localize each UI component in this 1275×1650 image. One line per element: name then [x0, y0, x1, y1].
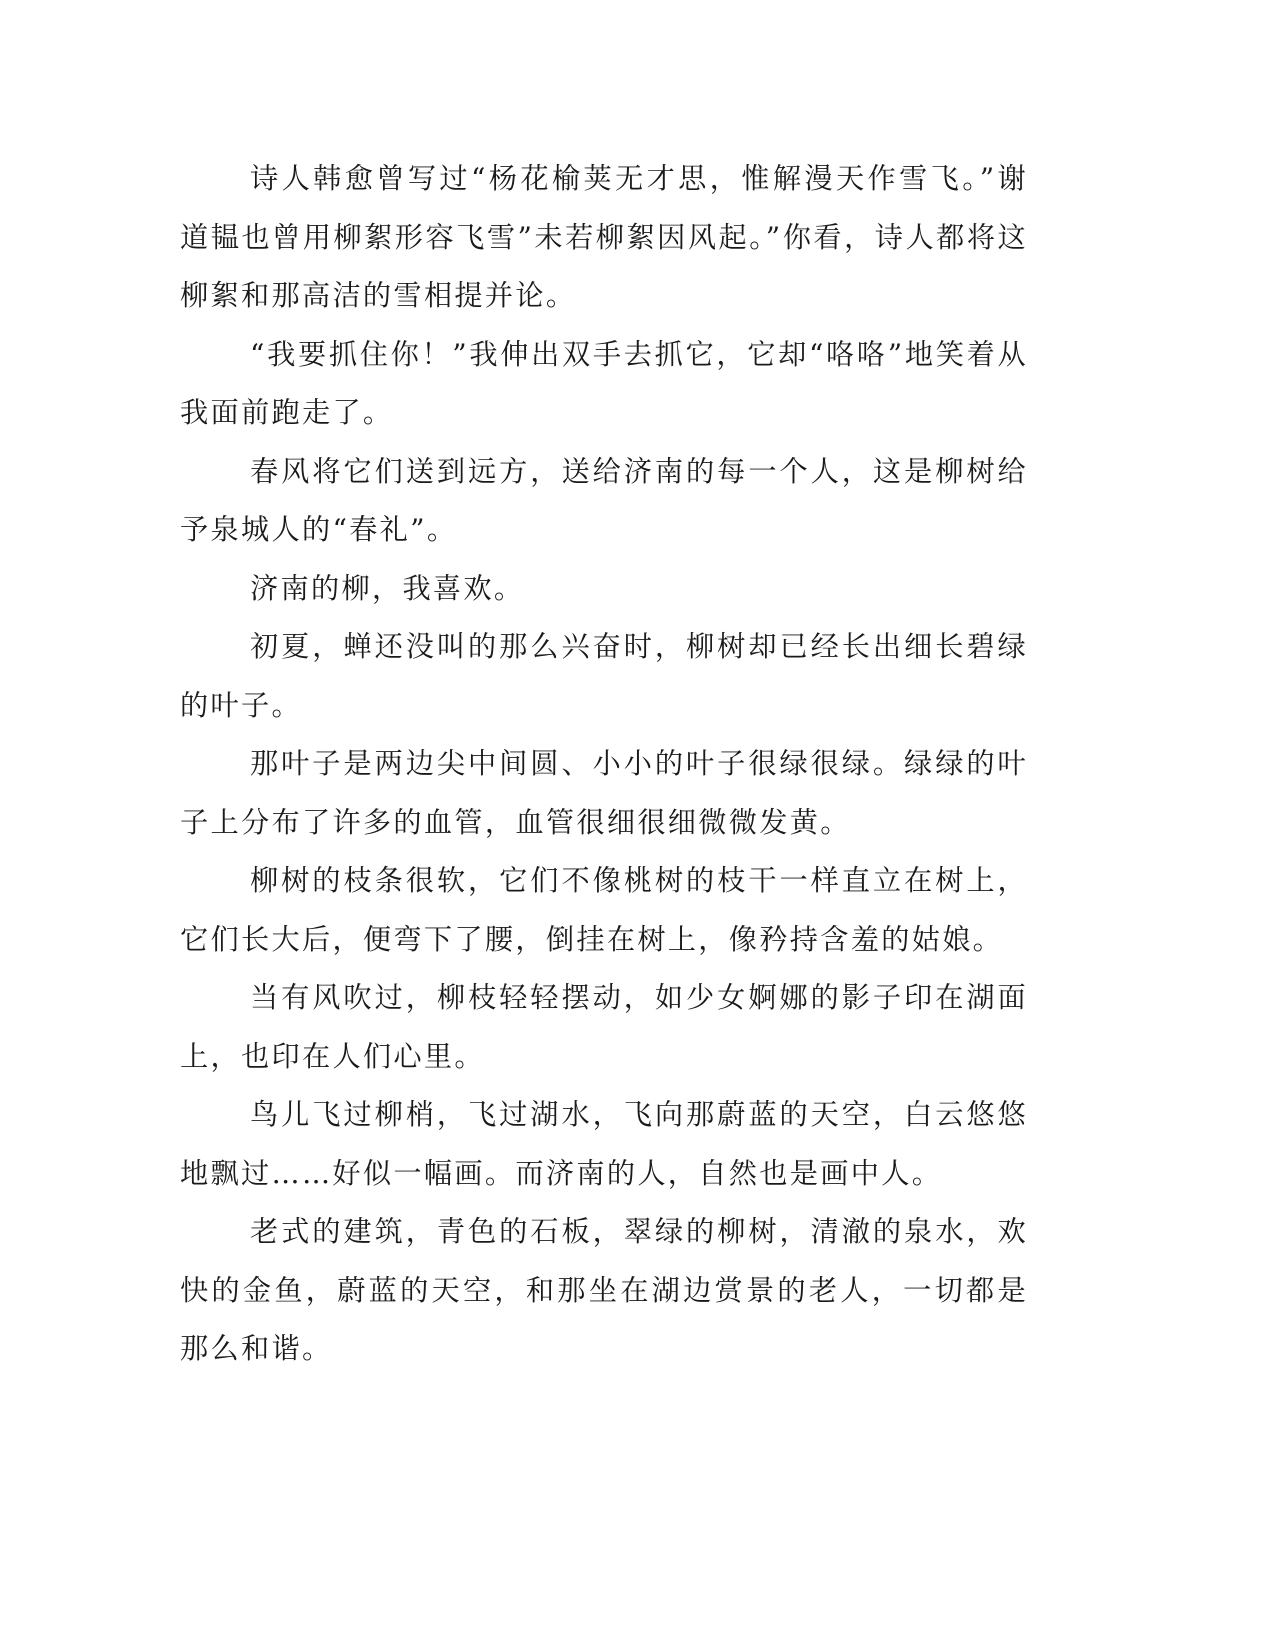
document-body [180, 150, 1028, 1379]
paragraph-1: 诗人韩愈曾写过“杨花榆荚无才思，惟解漫天作雪飞。”谢道韫也曾用柳絮形容飞雪”未若柳絮因风起。”你看，诗人都将这柳絮和那高洁的雪相提并论。 [180, 162, 1028, 312]
paragraph-8: 当有风吹过，柳枝轻轻摆动，如少女婀娜的影子印在湖面上，也印在人们心里。 [180, 981, 1028, 1073]
paragraph-4: 济南的柳，我喜欢。 [250, 571, 525, 605]
paragraph-3: 春风将它们送到远方，送给济南的每一个人，这是柳树给予泉城人的“春礼”。 [180, 454, 1028, 546]
paragraph-5: 初夏，蝉还没叫的那么兴奋时，柳树却已经长出细长碧绿的叶子。 [180, 630, 1028, 722]
paragraph-6: 那叶子是两边尖中间圆、小小的叶子很绿很绿。绿绿的叶子上分布了许多的血管，血管很细很细微微发黄。 [180, 747, 1028, 839]
paragraph-7: 柳树的枝条很软，它们不像桃树的枝干一样直立在树上，它们长大后，便弯下了腰，倒挂在树上，像矜持含羞的姑娘。 [180, 864, 1028, 956]
paragraph-10: 老式的建筑，青色的石板，翠绿的柳树，清澈的泉水，欢快的金鱼，蔚蓝的天空，和那坐在湖边赏景的老人，一切都是那么和谐。 [180, 1215, 1028, 1365]
paragraph-9: 鸟儿飞过柳梢，飞过湖水，飞向那蔚蓝的天空，白云悠悠地飘过……好似一幅画。而济南的人，自然也是画中人。 [180, 1098, 1028, 1190]
paragraph-2: “我要抓住你！”我伸出双手去抓它，它却“咯咯”地笑着从我面前跑走了。 [180, 337, 1028, 429]
